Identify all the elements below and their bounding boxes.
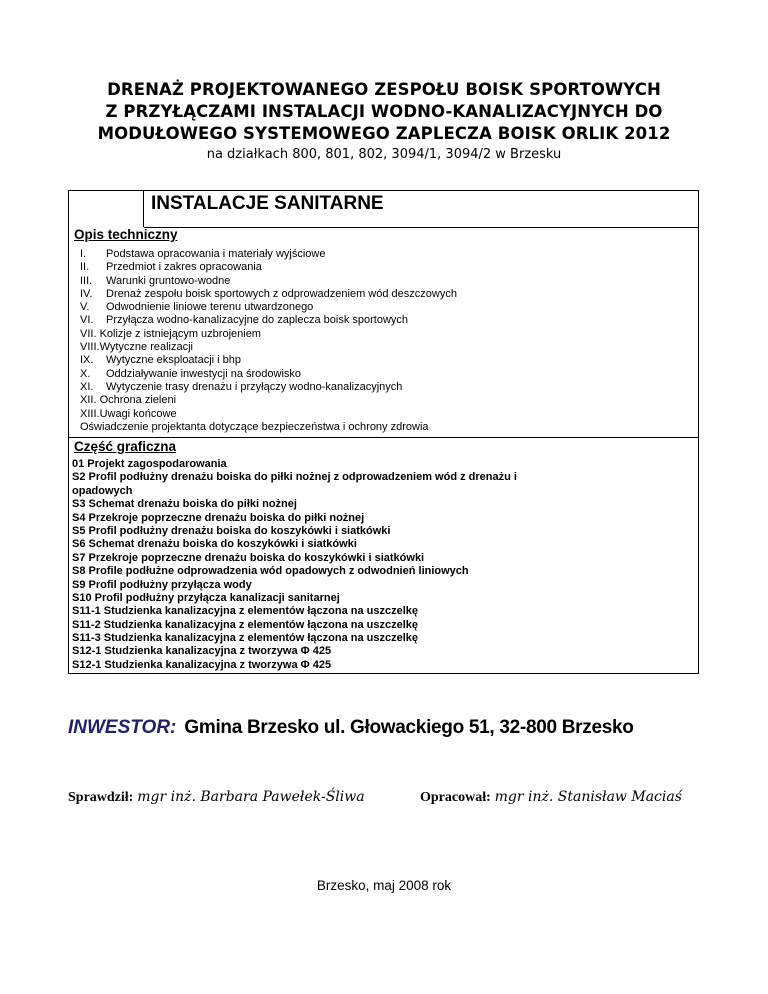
investor-label: INWESTOR:	[68, 717, 177, 738]
list-item: S6 Schemat drenażu boiska do koszykówki i siatkówki	[72, 538, 357, 551]
header-blank-cell	[69, 191, 144, 227]
title-line-2: Z PRZYŁĄCZAMI INSTALACJI WODNO-KANALIZACYJNYCH DO	[105, 102, 663, 121]
list-item: IX. Wytyczne eksploatacji i bhp	[80, 354, 242, 367]
list-item: S12-1 Studzienka kanalizacyjna z tworzywa Φ 425	[72, 645, 332, 658]
list-item: VII. Kolizje z istniejącym uzbrojeniem	[80, 327, 261, 340]
czesc-graficzna-list	[72, 458, 517, 672]
list-item: S10 Profil podłużny przyłącza kanalizacji sanitarnej	[72, 591, 340, 604]
list-item: S9 Profil podłużny przyłącza wody	[72, 578, 252, 591]
prepared-by-name: mgr inż. Stanisław Maciaś	[494, 789, 682, 805]
list-item: S2 Profil podłużny drenażu boiska do piłki nożnej z odprowadzeniem wód z drenażu i	[72, 471, 517, 484]
list-item: S11-2 Studzienka kanalizacyjna z elementów łączona na uszczelkę	[72, 618, 419, 631]
list-item: S3 Schemat drenażu boiska do piłki nożnej	[72, 498, 297, 511]
list-item: III. Warunki gruntowo-wodne	[80, 274, 231, 287]
list-item: S12-1 Studzienka kanalizacyjna z tworzywa Φ 425	[72, 658, 332, 671]
opis-techniczny-heading: Opis techniczny	[74, 227, 178, 242]
section-header: INSTALACJE SANITARNE	[151, 193, 384, 214]
list-item: IV. Drenaż zespołu boisk sportowych z odprowadzeniem wód deszczowych	[80, 287, 457, 300]
list-item: I. Podstawa opracowania i materiały wyjściowe	[80, 248, 326, 260]
document-title	[0, 79, 768, 145]
list-item: V. Odwodnienie liniowe terenu utwardzonego	[80, 301, 314, 314]
list-item: S11-1 Studzienka kanalizacyjna z elementów łączona na uszczelkę	[72, 605, 419, 618]
list-item: XII. Ochrona zieleni	[80, 394, 177, 407]
list-item: VI. Przyłącza wodno-kanalizacyjne do zaplecza boisk sportowych	[80, 314, 409, 327]
section-divider	[69, 437, 698, 438]
list-item: II. Przedmiot i zakres opracowania	[80, 261, 262, 274]
list-item: 01 Projekt zagospodarowania	[72, 458, 227, 470]
list-item: S5 Profil podłużny drenażu boiska do koszykówki i siatkówki	[72, 524, 391, 537]
opis-techniczny-list	[80, 248, 457, 434]
list-item: X. Oddziaływanie inwestycji na środowisko	[80, 367, 302, 380]
list-item: XI. Wytyczenie trasy drenażu i przyłączy wodno-kanalizacyjnych	[80, 380, 403, 393]
document-subtitle: na działkach 800, 801, 802, 3094/1, 3094/2 w Brzesku	[206, 147, 562, 162]
checked-by-name: mgr inż. Barbara Pawełek-Śliwa	[137, 789, 365, 805]
checked-by-label: Sprawdził:	[68, 790, 134, 805]
list-item: S11-3 Studzienka kanalizacyjna z elementów łączona na uszczelkę	[72, 632, 419, 645]
list-item: VIII.Wytyczne realizacji	[80, 341, 193, 354]
list-item: S8 Profile podłużne odprowadzenia wód opadowych z odwodnień liniowych	[72, 565, 469, 578]
prepared-by	[420, 788, 682, 806]
list-item: S7 Przekroje poprzeczne drenażu boiska do koszykówki i siatkówki	[72, 551, 425, 564]
prepared-by-label: Opracował:	[420, 790, 491, 805]
list-item: S4 Przekroje poprzeczne drenażu boiska do piłki nożnej	[72, 511, 365, 524]
list-item: Oświadczenie projektanta dotyczące bezpieczeństwa i ochrony zdrowia	[80, 420, 429, 433]
investor-line	[68, 717, 634, 739]
list-item: XIII.Uwagi końcowe	[80, 407, 177, 420]
investor-value: Gmina Brzesko ul. Głowackiego 51, 32-800 Brzesko	[184, 717, 634, 738]
title-line-1: DRENAŻ PROJEKTOWANEGO ZESPOŁU BOISK SPORTOWYCH	[107, 80, 661, 99]
checked-by	[68, 788, 365, 806]
place-and-date: Brzesko, maj 2008 rok	[316, 878, 452, 893]
contents-table	[68, 190, 699, 674]
czesc-graficzna-heading: Część graficzna	[74, 439, 177, 454]
title-line-3: MODUŁOWEGO SYSTEMOWEGO ZAPLECZA BOISK ORLIK 2012	[97, 124, 671, 143]
list-item: opadowych	[72, 484, 133, 497]
